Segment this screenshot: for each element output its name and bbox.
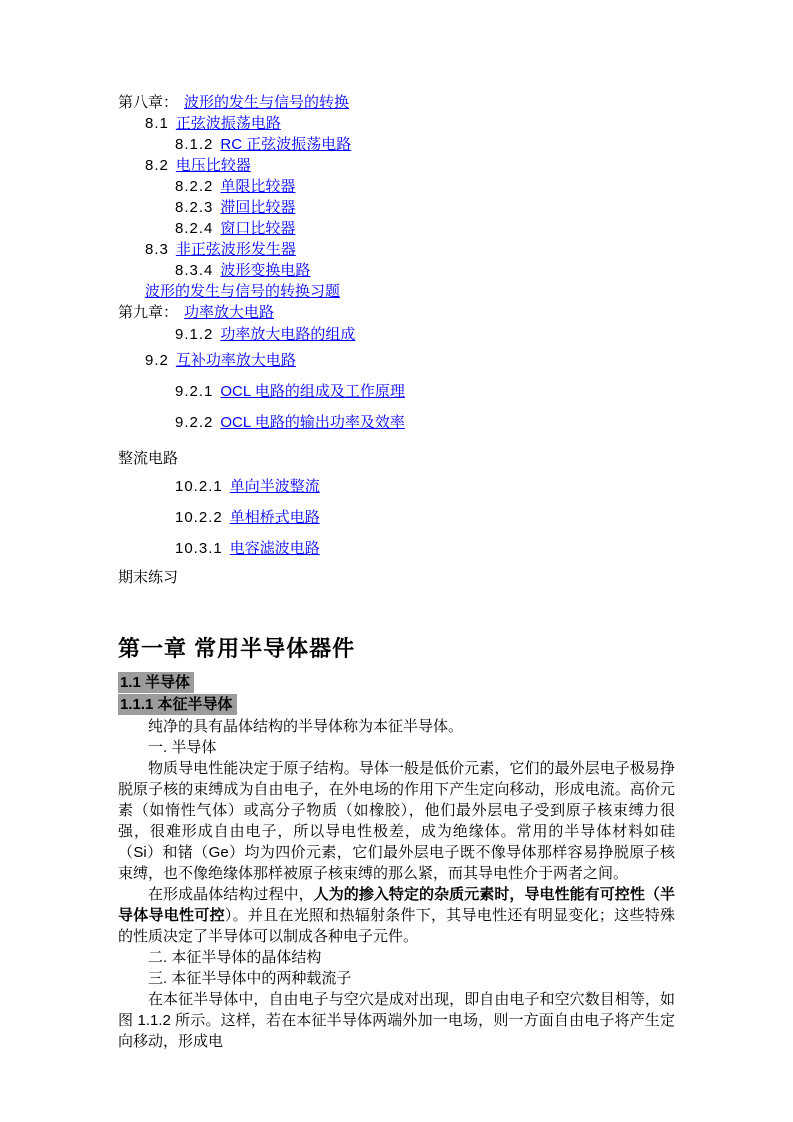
- toc-item: [118, 538, 675, 559]
- toc-item-number: 9.1.2: [175, 326, 214, 343]
- table-of-contents: [118, 92, 675, 588]
- subsection-heading-line: [118, 694, 675, 716]
- toc-item: [118, 239, 675, 260]
- toc-link[interactable]: 正弦波振荡电路: [175, 115, 281, 132]
- paragraph: [118, 716, 675, 737]
- toc-link[interactable]: 电容滤波电路: [229, 540, 320, 557]
- toc-item-number: 9.2.1: [175, 383, 214, 400]
- toc-link[interactable]: 互补功率放大电路: [175, 352, 296, 369]
- toc-link[interactable]: OCL 电路的组成及工作原理: [220, 383, 405, 400]
- toc-item: [118, 350, 675, 371]
- toc-item: [118, 448, 675, 469]
- toc-link[interactable]: 功率放大电路的组成: [220, 326, 356, 343]
- text-run: 在本征半导体中，自由电子与空穴是成对出现，即自由电子和空穴数目相等，如图 1.1.2 所示。这样，若在本征半导体两端外加一电场，则一方面自由电子将产生定向移动，形成电: [118, 991, 675, 1050]
- toc-link[interactable]: 单限比较器: [220, 178, 296, 195]
- toc-item-number: 9.2: [145, 352, 169, 369]
- toc-item-number: 8.2.2: [175, 178, 214, 195]
- toc-link[interactable]: 滞回比较器: [220, 199, 296, 216]
- section-heading-1-1: 1.1 半导体: [118, 672, 194, 693]
- toc-item-number: 9.2.2: [175, 414, 214, 431]
- toc-text: 整流电路: [118, 450, 179, 467]
- body-text: [118, 716, 675, 1052]
- toc-item-number: 8.1.2: [175, 136, 214, 153]
- toc-item: [118, 381, 675, 402]
- toc-item: [118, 324, 675, 345]
- toc-item: [118, 412, 675, 433]
- toc-item: [118, 476, 675, 497]
- toc-item: [118, 134, 675, 155]
- toc-link[interactable]: 单向半波整流: [229, 478, 320, 495]
- toc-item: [118, 507, 675, 528]
- toc-item-number: 8.1: [145, 115, 169, 132]
- text-run: 一. 半导体: [148, 739, 217, 756]
- section-heading-1-1-1: 1.1.1 本征半导体: [118, 694, 237, 715]
- chapter-title: 第一章 常用半导体器件: [118, 636, 356, 661]
- toc-link[interactable]: 波形的发生与信号的转换: [184, 94, 350, 111]
- toc-item-number: 10.3.1: [175, 540, 223, 557]
- toc-item: [118, 197, 675, 218]
- text-run: 在形成晶体结构过程中，: [148, 886, 314, 903]
- toc-text: 期末练习: [118, 569, 179, 586]
- toc-link[interactable]: OCL 电路的输出功率及效率: [220, 414, 405, 431]
- toc-item: [118, 113, 675, 134]
- toc-link[interactable]: 窗口比较器: [220, 220, 296, 237]
- toc-item: [118, 260, 675, 281]
- text-run: 三. 本征半导体中的两种载流子: [148, 970, 352, 987]
- toc-link[interactable]: RC 正弦波振荡电路: [220, 136, 352, 153]
- toc-link[interactable]: 波形变换电路: [220, 262, 311, 279]
- toc-link[interactable]: 波形的发生与信号的转换习题: [145, 283, 341, 300]
- paragraph: [118, 884, 675, 947]
- toc-link[interactable]: 功率放大电路: [184, 304, 275, 321]
- bold-text: 人为的掺入特定的杂质元素时，导电性能有可控性（半导体导电性可控: [118, 886, 675, 924]
- toc-item: [118, 176, 675, 197]
- toc-item: [118, 155, 675, 176]
- text-run: ）。并且在光照和热辐射条件下，其导电性还有明显变化；这些特殊的性质决定了半导体可以制成各种电子元件。: [118, 907, 675, 945]
- paragraph: [118, 968, 675, 989]
- section-heading-line: [118, 672, 675, 694]
- text-run: 纯净的具有晶体结构的半导体称为本征半导体。: [148, 718, 464, 735]
- toc-item: [118, 92, 675, 113]
- toc-item: [118, 302, 675, 323]
- toc-item: [118, 567, 675, 588]
- toc-item: [118, 281, 675, 302]
- toc-item-number: 8.2.4: [175, 220, 214, 237]
- paragraph: [118, 737, 675, 758]
- text-run: 二. 本征半导体的晶体结构: [148, 949, 322, 966]
- toc-item: [118, 218, 675, 239]
- paragraph: [118, 758, 675, 884]
- toc-item-number: 8.3: [145, 241, 169, 258]
- toc-item-number: 8.2.3: [175, 199, 214, 216]
- toc-link[interactable]: 单相桥式电路: [229, 509, 320, 526]
- toc-link[interactable]: 非正弦波形发生器: [175, 241, 296, 258]
- paragraph: [118, 989, 675, 1052]
- text-run: 物质导电性能决定于原子结构。导体一般是低价元素，它们的最外层电子极易挣脱原子核的束缚成为自由电子，在外电场的作用下产生定向移动，形成电流。高价元素（如惰性气体）或高分子物质（如橡胶），他们最外层电子受到原子核束缚力很强，很难形成自由电子，所以导电性极差，成为绝缘体。常用的半导体材料如硅（Si）和锗（Ge）均为四价元素，它们最外层电子既不像导体那样容易挣脱原子核束缚，也不像绝缘体那样被原子核束缚的那么紧，而其导电性介于两者之间。: [118, 760, 675, 882]
- toc-link[interactable]: 电压比较器: [175, 157, 251, 174]
- toc-item-number: 第八章：: [118, 94, 179, 111]
- toc-item-number: 8.3.4: [175, 262, 214, 279]
- paragraph: [118, 947, 675, 968]
- toc-item-number: 第九章：: [118, 304, 179, 321]
- toc-item-number: 8.2: [145, 157, 169, 174]
- toc-item-number: 10.2.2: [175, 509, 223, 526]
- toc-item-number: 10.2.1: [175, 478, 223, 495]
